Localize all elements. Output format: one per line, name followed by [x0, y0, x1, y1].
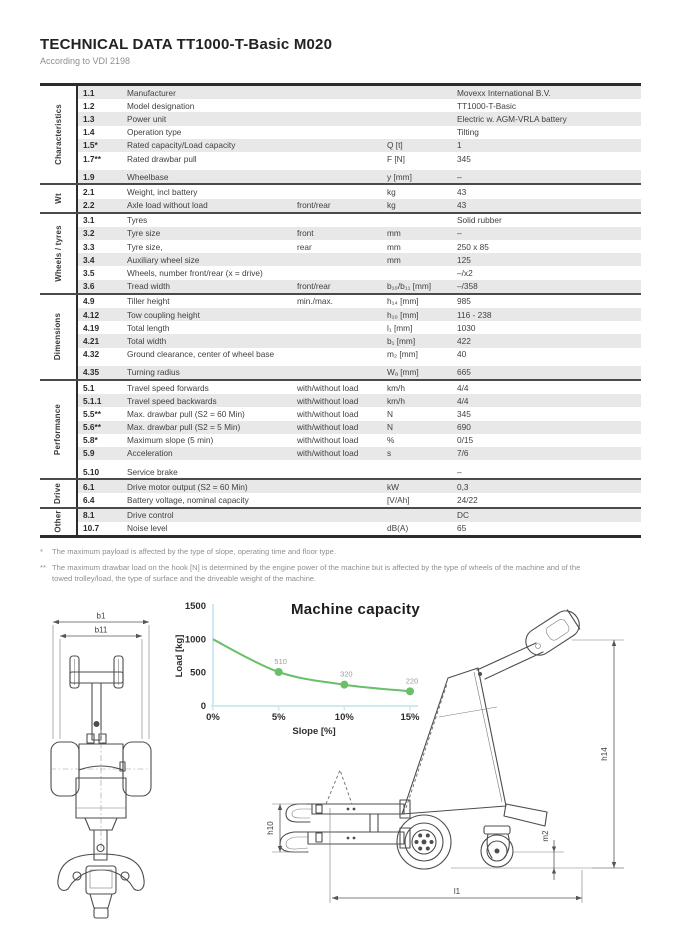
- section-rows: [76, 295, 641, 379]
- row-condition: with/without load: [297, 382, 359, 393]
- row-value: –: [457, 171, 462, 182]
- row-description: Tyres: [127, 215, 148, 226]
- row-index: 1.5*: [83, 140, 98, 151]
- row-symbol: b₁ [mm]: [387, 335, 416, 346]
- row-index: 5.6**: [83, 422, 101, 433]
- row-index: 10.7: [83, 523, 100, 534]
- row-index: 1.9: [83, 171, 95, 182]
- row-value: 1: [457, 140, 462, 151]
- row-index: 5.8*: [83, 435, 98, 446]
- row-symbol: l₁ [mm]: [387, 322, 413, 333]
- row-symbol: N: [387, 408, 393, 419]
- footnote-text: The maximum drawbar load on the hook [N] is determined by the engine power of the machine but is affected by the type of wheels of the machine and of the towed trolley/load, the type of surface and the driveable weight of the machine.: [52, 563, 581, 583]
- row-symbol: Wₐ [mm]: [387, 367, 419, 378]
- row-value: 250 x 85: [457, 241, 489, 252]
- section-label-cell: [40, 86, 76, 183]
- row-symbol: %: [387, 435, 395, 446]
- row-description: Tow coupling height: [127, 309, 200, 320]
- row-symbol: N: [387, 422, 393, 433]
- row-description: Rated drawbar pull: [127, 153, 197, 164]
- table-row: [78, 465, 641, 478]
- row-index: 6.4: [83, 495, 95, 506]
- row-description: Battery voltage, nominal capacity: [127, 495, 249, 506]
- row-description: Total length: [127, 322, 170, 333]
- row-index: 4.21: [83, 335, 100, 346]
- drawings-area: [40, 592, 641, 952]
- table-row: [78, 170, 641, 183]
- x-tick-5: 5%: [271, 711, 286, 723]
- row-symbol: kg: [387, 186, 396, 197]
- row-value: –: [457, 466, 462, 477]
- row-description: Tyre size,: [127, 241, 163, 252]
- row-index: 5.10: [83, 466, 100, 477]
- table-row: [78, 421, 641, 434]
- row-value: –/x2: [457, 268, 473, 279]
- row-value: 985: [457, 296, 471, 307]
- row-index: 3.1: [83, 215, 95, 226]
- row-condition: with/without load: [297, 395, 359, 406]
- row-description: Turning radius: [127, 367, 180, 378]
- row-description: Wheelbase: [127, 171, 169, 182]
- table-row: [78, 381, 641, 394]
- row-description: Model designation: [127, 100, 195, 111]
- row-value: Solid rubber: [457, 215, 502, 226]
- row-condition: with/without load: [297, 435, 359, 446]
- spec-section: [40, 183, 641, 211]
- table-row: [78, 227, 641, 240]
- data-point-label: 320: [340, 669, 353, 679]
- row-description: Tread width: [127, 281, 171, 292]
- row-value: 345: [457, 408, 471, 419]
- row-condition: rear: [297, 241, 312, 252]
- row-description: Service brake: [127, 466, 178, 477]
- row-index: 4.9: [83, 296, 95, 307]
- table-row: [78, 447, 641, 460]
- dim-label-b11: b11: [94, 625, 108, 635]
- row-description: Auxiliary wheel size: [127, 254, 200, 265]
- row-condition: front: [297, 228, 314, 239]
- row-index: 5.5**: [83, 408, 101, 419]
- row-symbol: b₁₀/b₁₁ [mm]: [387, 281, 432, 292]
- y-tick-500: 500: [190, 667, 206, 679]
- section-label-cell: [40, 480, 76, 506]
- row-symbol: km/h: [387, 382, 405, 393]
- page-subtitle: According to VDI 2198: [40, 56, 131, 66]
- row-value: DC: [457, 510, 469, 521]
- row-symbol: h₁₄ [mm]: [387, 296, 419, 307]
- section-label: Dimensions: [53, 313, 63, 361]
- section-label-cell: [40, 509, 76, 535]
- row-description: Power unit: [127, 113, 167, 124]
- row-description: Manufacturer: [127, 87, 176, 98]
- table-row: [78, 253, 641, 266]
- row-symbol: [V/Ah]: [387, 495, 410, 506]
- dim-label-h14: h14: [600, 747, 609, 761]
- table-row: [78, 334, 641, 347]
- spec-section: [40, 478, 641, 506]
- row-index: 3.6: [83, 281, 95, 292]
- table-row: [78, 480, 641, 493]
- data-point-label: 220: [405, 676, 419, 686]
- row-symbol: Q [t]: [387, 140, 403, 151]
- row-value: Movexx International B.V.: [457, 87, 551, 98]
- row-symbol: m₂ [mm]: [387, 349, 418, 360]
- row-value: 125: [457, 254, 471, 265]
- spec-section: [40, 293, 641, 379]
- section-label-cell: [40, 214, 76, 293]
- section-rows: [76, 480, 641, 506]
- row-description: Tiller height: [127, 296, 170, 307]
- section-label: Drive: [53, 482, 63, 504]
- row-description: Rated capacity/Load capacity: [127, 140, 236, 151]
- footnote: [40, 547, 641, 557]
- row-symbol: dB(A): [387, 523, 409, 534]
- row-condition: with/without load: [297, 422, 359, 433]
- section-label-cell: [40, 295, 76, 379]
- row-condition: min./max.: [297, 296, 333, 307]
- table-row: [78, 126, 641, 139]
- dim-label-h10: h10: [266, 821, 275, 835]
- table-row: [78, 295, 641, 308]
- row-symbol: h₁₀ [mm]: [387, 309, 419, 320]
- row-condition: with/without load: [297, 448, 359, 459]
- row-index: 3.5: [83, 268, 95, 279]
- section-label-cell: [40, 381, 76, 478]
- row-value: 1030: [457, 322, 476, 333]
- table-row: [78, 280, 641, 293]
- row-symbol: mm: [387, 228, 401, 239]
- row-description: Axle load without load: [127, 200, 208, 211]
- y-tick-1000: 1000: [184, 634, 206, 646]
- spec-table: [40, 83, 641, 538]
- row-description: Ground clearance, center of wheel base: [127, 349, 275, 360]
- page-title: TECHNICAL DATA TT1000-T-Basic M020: [40, 36, 333, 53]
- footnotes: [40, 547, 641, 584]
- side-view-diagram: [252, 600, 664, 935]
- row-value: 43: [457, 186, 467, 197]
- row-description: Total width: [127, 335, 167, 346]
- row-index: 2.1: [83, 186, 95, 197]
- row-condition: front/rear: [297, 200, 331, 211]
- row-symbol: F [N]: [387, 153, 405, 164]
- row-value: 422: [457, 335, 471, 346]
- section-label-cell: [40, 185, 76, 211]
- table-row: [78, 509, 641, 522]
- table-row: [78, 112, 641, 125]
- row-description: Travel speed forwards: [127, 382, 209, 393]
- section-rows: [76, 214, 641, 293]
- y-tick-1500: 1500: [184, 600, 206, 612]
- row-index: 1.7**: [83, 153, 101, 164]
- row-index: 5.9: [83, 448, 95, 459]
- y-tick-0: 0: [200, 700, 206, 712]
- row-value: 43: [457, 200, 467, 211]
- chart-title: Machine capacity: [290, 600, 420, 618]
- front-view-diagram: [50, 612, 152, 942]
- y-axis-label: Load [kg]: [174, 634, 185, 678]
- table-row: [78, 394, 641, 407]
- row-value: –: [457, 228, 462, 239]
- row-value: 690: [457, 422, 471, 433]
- row-index: 4.12: [83, 309, 100, 320]
- section-label: Performance: [53, 404, 63, 456]
- data-point-label: 510: [274, 656, 287, 666]
- table-row: [78, 214, 641, 227]
- row-index: 3.3: [83, 241, 95, 252]
- footnote-text: The maximum payload is affected by the type of slope, operating time and floor type.: [52, 547, 336, 556]
- table-row: [78, 321, 641, 334]
- footnote: [40, 563, 641, 584]
- row-symbol: s: [387, 448, 392, 459]
- row-description: Travel speed backwards: [127, 395, 217, 406]
- row-value: 7/6: [457, 448, 469, 459]
- table-row: [78, 308, 641, 321]
- table-row: [78, 366, 641, 379]
- row-index: 1.3: [83, 113, 95, 124]
- row-symbol: mm: [387, 241, 401, 252]
- section-rows: [76, 381, 641, 478]
- dim-label-b1: b1: [96, 611, 106, 621]
- row-value: Tilting: [457, 127, 479, 138]
- footnote-marker: *: [40, 547, 43, 556]
- x-tick-15: 15%: [400, 711, 420, 723]
- table-row: [78, 407, 641, 420]
- dim-label-l1: l1: [453, 886, 461, 896]
- row-index: 5.1.1: [83, 395, 102, 406]
- row-index: 3.2: [83, 228, 95, 239]
- row-condition: front/rear: [297, 281, 331, 292]
- table-row: [78, 185, 641, 198]
- row-index: 4.32: [83, 349, 100, 360]
- row-description: Noise level: [127, 523, 168, 534]
- row-index: 4.19: [83, 322, 100, 333]
- section-rows: [76, 509, 641, 535]
- row-description: Drive motor output (S2 = 60 Min): [127, 481, 248, 492]
- table-row: [78, 152, 641, 165]
- row-symbol: mm: [387, 254, 401, 265]
- row-description: Max. drawbar pull (S2 = 5 Min): [127, 422, 241, 433]
- row-value: 24/22: [457, 495, 478, 506]
- table-row: [78, 434, 641, 447]
- section-rows: [76, 86, 641, 183]
- row-index: 1.4: [83, 127, 95, 138]
- row-symbol: km/h: [387, 395, 405, 406]
- row-description: Tyre size: [127, 228, 161, 239]
- row-index: 4.35: [83, 367, 100, 378]
- row-description: Operation type: [127, 127, 182, 138]
- row-index: 1.1: [83, 87, 95, 98]
- row-index: 5.1: [83, 382, 95, 393]
- x-axis-label: Slope [%]: [292, 725, 336, 737]
- row-value: TT1000-T-Basic: [457, 100, 517, 111]
- row-value: 0,3: [457, 481, 469, 492]
- spec-section: [40, 86, 641, 183]
- row-description: Drive control: [127, 510, 174, 521]
- row-description: Maximum slope (5 min): [127, 435, 214, 446]
- table-row: [78, 348, 641, 361]
- table-row: [78, 493, 641, 506]
- section-rows: [76, 185, 641, 211]
- row-condition: with/without load: [297, 408, 359, 419]
- row-index: 2.2: [83, 200, 95, 211]
- row-value: 4/4: [457, 382, 469, 393]
- row-value: Electric w. AGM-VRLA battery: [457, 113, 567, 124]
- dim-label-m2: m2: [541, 830, 550, 842]
- table-row: [78, 139, 641, 152]
- row-value: 65: [457, 523, 467, 534]
- table-row: [78, 522, 641, 535]
- table-row: [78, 240, 641, 253]
- row-value: –/358: [457, 281, 478, 292]
- row-description: Acceleration: [127, 448, 173, 459]
- spec-section: [40, 212, 641, 293]
- row-index: 8.1: [83, 510, 95, 521]
- table-row: [78, 266, 641, 279]
- section-label: Wheels / tyres: [53, 224, 63, 282]
- row-index: 6.1: [83, 481, 95, 492]
- row-symbol: y [mm]: [387, 171, 412, 182]
- row-symbol: kW: [387, 481, 399, 492]
- row-value: 0/15: [457, 435, 474, 446]
- row-index: 3.4: [83, 254, 95, 265]
- row-value: 4/4: [457, 395, 469, 406]
- row-description: Wheels, number front/rear (x = drive): [127, 268, 263, 279]
- section-label: Other: [53, 510, 63, 533]
- row-value: 40: [457, 349, 467, 360]
- spec-section: [40, 507, 641, 535]
- row-index: 1.2: [83, 100, 95, 111]
- spec-section: [40, 379, 641, 478]
- row-value: 116 - 238: [457, 309, 492, 320]
- row-description: Weight, incl battery: [127, 186, 198, 197]
- row-value: 665: [457, 367, 471, 378]
- x-tick-10: 10%: [334, 711, 354, 723]
- row-symbol: kg: [387, 200, 396, 211]
- footnote-marker: **: [40, 563, 46, 573]
- row-description: Max. drawbar pull (S2 = 60 Min): [127, 408, 245, 419]
- section-label: Characteristics: [53, 104, 63, 166]
- x-tick-0: 0%: [206, 711, 220, 723]
- table-row: [78, 86, 641, 99]
- section-label: Wt: [53, 193, 63, 204]
- table-row: [78, 99, 641, 112]
- row-value: 345: [457, 153, 471, 164]
- table-row: [78, 199, 641, 212]
